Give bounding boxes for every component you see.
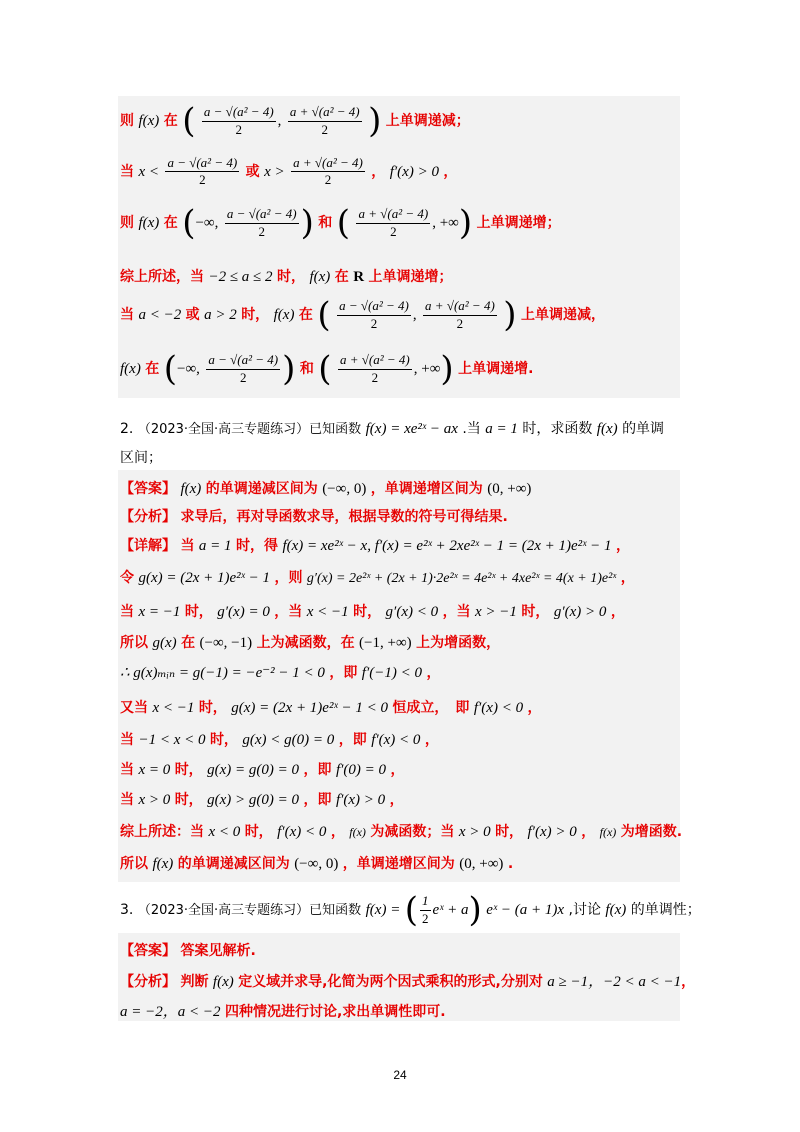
math: (−∞, 0): [322, 481, 367, 497]
math: f(x): [309, 269, 331, 285]
text: 时，: [521, 604, 550, 620]
fraction: $\frac{\text{a − √(a² − 4)}}{2}$: [339, 298, 409, 331]
math: g′(x) = 2e²ˣ + (2x + 1)·2e²ˣ = 4e²ˣ + 4xe²ˣ = 4(x + 1)e²ˣ: [306, 571, 617, 586]
text: 在: [163, 215, 178, 231]
text: ，: [443, 163, 458, 180]
math: f(x): [605, 902, 627, 918]
fraction: $\frac{\text{a − √(a² − 4)}}{2}$: [208, 352, 279, 385]
text: 时，: [198, 700, 227, 716]
text: 当: [120, 307, 134, 323]
math: R: [353, 269, 365, 285]
text: 综上所述，当: [120, 269, 204, 285]
math: −1 < x < 0: [138, 732, 206, 748]
fraction: $\frac{\text{a + √(a² − 4)}}{2}$: [425, 298, 495, 331]
question-number: 3.: [120, 902, 134, 918]
text: 在: [334, 269, 349, 285]
math: ∴ g(x)ₘᵢₙ = g(−1) = −e⁻² − 1 < 0: [120, 665, 325, 681]
a2-analysis: [120, 506, 508, 526]
text: ，: [424, 732, 439, 748]
math: a = 1: [198, 538, 232, 554]
text: 时，: [241, 307, 270, 323]
text: 为增函数.: [620, 824, 683, 840]
math: x = 0: [138, 762, 171, 778]
math: ，−2 < a < −1: [588, 974, 682, 990]
math: , +∞: [413, 361, 441, 377]
a2-detail-6: [120, 697, 542, 717]
text: 上为减函数，在: [256, 635, 355, 651]
math: a = 1: [485, 421, 518, 437]
math: f(x): [599, 825, 617, 839]
math: f′(0) = 0: [335, 762, 386, 778]
p1-line5: 当 a < −2 或 a > 2 时， f(x) 在 ( $\frac{\text{a − √(a² − 4)}}{2}$ , $\frac{\text{a + √(a² − 4)}}{2}$ ) 上单调递减，: [120, 295, 605, 335]
fraction: $\frac{\text{a + √(a² − 4)}}{2}$: [340, 352, 410, 385]
a2-detail-8: [120, 759, 404, 779]
text: ，: [610, 604, 625, 620]
text: 的单调递减区间为: [177, 856, 290, 872]
text: （2023·全国·高三专题练习）已知函数: [137, 903, 362, 918]
math: eˣ − (a + 1)x: [486, 902, 565, 918]
text: ，: [389, 792, 404, 808]
page-number: 24: [393, 1068, 407, 1082]
text: 在: [163, 113, 178, 129]
math: f(x): [138, 215, 160, 231]
math: f′(x) > 0: [389, 163, 439, 180]
text: （2023·全国·高三专题练习）已知函数: [137, 422, 362, 437]
p1-line1: 则 f(x) 在 ( $\frac{\text{a − √(a² − 4)}}{2}$ , $\frac{\text{a + √(a² − 4)}}{2}$ ) 上单调递减；: [120, 101, 470, 141]
text: 则: [120, 113, 134, 129]
math: f(x): [212, 974, 234, 990]
text: ，: [620, 570, 635, 586]
text: ，: [330, 824, 345, 840]
text: 定义域并求导,化简为两个因式乘积的形式,分别对: [238, 974, 543, 990]
q2-line2: [120, 447, 162, 467]
text: 求导后，再对导函数求导，根据导数的符号可得结果.: [180, 509, 508, 525]
a2-detail-9: [120, 789, 404, 809]
text: ，: [615, 538, 630, 554]
answer-tag: 【答案】: [120, 481, 176, 497]
text: 所以: [120, 856, 148, 872]
math: x > 0: [138, 792, 171, 808]
a2-detail-5: [120, 662, 440, 682]
math: g(x) < g(0) = 0: [242, 732, 335, 748]
text: 时，: [209, 732, 238, 748]
a3-answer: [120, 940, 256, 960]
text: 在: [181, 635, 196, 651]
math: g′(x) = 0: [217, 604, 270, 620]
text: 的单调: [622, 421, 665, 437]
analysis-tag: 【分析】: [120, 509, 176, 525]
text: 或: [245, 163, 260, 180]
text: 时，: [184, 604, 213, 620]
text: 所以: [120, 635, 148, 651]
text: 答案见解析.: [180, 943, 256, 959]
math: x >: [264, 163, 285, 180]
math: −∞,: [195, 215, 219, 231]
text: 恒成立， 即: [392, 700, 470, 716]
text: ，单调递增区间为: [370, 481, 483, 497]
text: 和: [318, 215, 333, 231]
math: x > 0: [458, 824, 491, 840]
math: f′(x) > 0: [527, 824, 577, 840]
text: ，: [426, 665, 441, 681]
analysis-tag: 【分析】: [120, 974, 176, 990]
fraction: $\frac{1}{2}$: [422, 893, 429, 926]
text: 时，: [174, 792, 203, 808]
math: f(x): [152, 856, 174, 872]
text: 当: [120, 762, 134, 778]
math: (0, +∞): [459, 856, 504, 872]
fraction: $\frac{\text{a + √(a² − 4)}}{2}$: [289, 104, 360, 137]
math: f(x): [138, 113, 160, 129]
a2-detail-4: [120, 632, 500, 652]
text: 时，: [174, 762, 203, 778]
text: 在: [145, 361, 160, 377]
text: .: [507, 856, 514, 872]
q2-line1: [120, 418, 664, 438]
math: a ≥ −1: [547, 974, 589, 990]
text: 的单调递减区间为: [205, 481, 318, 497]
a3-analysis-2: [120, 1000, 446, 1021]
math: x <: [138, 163, 159, 180]
math: (−1, +∞): [359, 635, 412, 651]
fraction: $\frac{\text{a − √(a² − 4)}}{2}$: [226, 206, 297, 239]
fraction: $\frac{\text{a − √(a² − 4)}}{2}$: [167, 155, 238, 188]
text: 当: [180, 538, 195, 554]
math: g′(x) < 0: [385, 604, 439, 620]
a2-detail-1: [120, 535, 630, 555]
math: g(x): [152, 635, 177, 651]
math: f′(x) < 0: [277, 824, 327, 840]
paren-left: (: [182, 101, 196, 141]
text: 时，得: [235, 538, 278, 554]
text: 时，: [277, 269, 305, 285]
text: 当: [120, 604, 134, 620]
question-number: 2.: [120, 421, 134, 437]
text: 的单调性；: [630, 902, 701, 918]
text: 时，: [244, 824, 273, 840]
math: f(x): [273, 307, 295, 323]
text: ，即: [303, 792, 332, 808]
text: ，即: [303, 762, 332, 778]
math: x < −1: [152, 700, 195, 716]
math: x > −1: [475, 604, 517, 620]
math: f(x): [180, 481, 202, 497]
p1-line3: 则 f(x) 在 (−∞, $\frac{\text{a − √(a² − 4)}}{2}$ ) 和 ( $\frac{\text{a + √(a² − 4)}}{2}$ , +∞) 上单调递增；: [120, 203, 561, 243]
a2-detail-11: [120, 853, 513, 873]
text: 当: [120, 163, 134, 180]
math: f′(x) < 0: [473, 700, 524, 716]
math: g′(x) > 0: [553, 604, 607, 620]
text: ，: [581, 824, 596, 840]
a3-analysis-1: [120, 970, 695, 991]
text: 当: [120, 792, 134, 808]
math: g(x) > g(0) = 0: [207, 792, 300, 808]
math: −2 ≤ a ≤ 2: [208, 269, 273, 285]
text: .当: [462, 421, 481, 437]
text: ，: [390, 762, 405, 778]
a2-detail-2: [120, 567, 635, 587]
a2-detail-3: [120, 601, 625, 621]
text: 在: [298, 307, 313, 323]
a2-detail-10: [120, 821, 682, 841]
math: , +∞: [432, 215, 459, 231]
text: 时，求函数: [522, 421, 593, 437]
a2-answer: [120, 478, 531, 498]
text: 当: [120, 732, 134, 748]
text: 和: [299, 361, 314, 377]
q3-line1: 3. （2023·全国·高三专题练习）已知函数 f(x) = ( $\frac{1}{2}$ eˣ + a) eˣ − (a + 1)x ,讨论 f(x) 的单调性；: [120, 890, 701, 930]
math: f(x) = xe²ˣ − x, f′(x) = e²ˣ + 2xe²ˣ − 1 = (2x + 1)e²ˣ − 1: [282, 538, 612, 554]
text: 则: [120, 215, 134, 231]
math: g(x) = g(0) = 0: [207, 762, 300, 778]
text: ，即: [338, 732, 367, 748]
text: 上单调递减；: [385, 113, 470, 129]
text: 令: [120, 570, 134, 586]
math: (0, +∞): [487, 481, 532, 497]
text: 区间；: [120, 450, 162, 466]
text: 综上所述：当: [120, 824, 204, 840]
math: a < −2: [138, 307, 182, 323]
a2-detail-7: [120, 729, 439, 749]
math: g(x) = (2x + 1)e²ˣ − 1: [138, 570, 271, 586]
math: f′(−1) < 0: [361, 665, 422, 681]
text: 又当: [120, 700, 148, 716]
text: 或: [185, 307, 200, 323]
math: ，a < −2: [162, 1004, 221, 1020]
math: x < 0: [208, 824, 241, 840]
math: x < −1: [306, 604, 349, 620]
math: f(x) = xe²ˣ − ax: [365, 421, 458, 437]
fraction: $\frac{\text{a − √(a² − 4)}}{2}$: [203, 104, 274, 137]
math: f′(x) < 0: [371, 732, 421, 748]
text: 时，: [495, 824, 524, 840]
math: a = −2: [120, 1004, 163, 1020]
text: ，当: [442, 604, 471, 620]
math: f(x): [349, 825, 366, 839]
math: −∞,: [177, 361, 200, 377]
math: f′(x) > 0: [335, 792, 386, 808]
text: ,讨论: [568, 902, 601, 918]
math: (−∞, 0): [294, 856, 339, 872]
text: ，当: [274, 604, 303, 620]
text: 上为增函数，: [416, 635, 501, 651]
text: 上单调递增.: [458, 361, 534, 377]
math: f(x): [120, 361, 141, 377]
text: 为减函数；当: [370, 824, 455, 840]
text: 上单调递增；: [476, 215, 561, 231]
text: 四种情况进行讨论,求出单调性即可.: [224, 1004, 446, 1020]
math: f(x) =: [365, 902, 401, 918]
text: 判断: [180, 974, 209, 990]
text: ，则: [274, 570, 303, 586]
p1-line2: 当 x < $\frac{\text{a − √(a² − 4)}}{2}$ 或 x > $\frac{\text{a + √(a² − 4)}}{2}$ ， f′(x) > 0 ，: [120, 155, 458, 188]
math: eˣ + a: [432, 902, 469, 918]
fraction: $\frac{\text{a + √(a² − 4)}}{2}$: [293, 155, 363, 188]
text: 上单调递减，: [520, 307, 605, 323]
fraction: $\frac{\text{a + √(a² − 4)}}{2}$: [358, 206, 429, 239]
detail-tag: 【详解】: [120, 538, 176, 554]
math: x = −1: [138, 604, 181, 620]
p1-line4: [120, 266, 452, 286]
text: ，即: [329, 665, 358, 681]
answer-tag: 【答案】: [120, 943, 176, 959]
text: 上单调递增；: [368, 269, 453, 285]
text: ，单调递增区间为: [342, 856, 455, 872]
text: ，: [527, 700, 542, 716]
math: a > 2: [204, 307, 237, 323]
p1-line6: f(x) 在 (−∞, $\frac{\text{a − √(a² − 4)}}{2}$ ) 和 ( $\frac{\text{a + √(a² − 4)}}{2}$ , +∞) 上单调递增.: [120, 349, 534, 389]
text: ，: [681, 974, 696, 990]
math: f(x): [596, 421, 618, 437]
math: g(x) = (2x + 1)e²ˣ − 1 < 0: [231, 700, 388, 716]
paren-right: ): [368, 101, 382, 141]
math: (−∞, −1): [199, 635, 253, 651]
text: 时，: [353, 604, 382, 620]
